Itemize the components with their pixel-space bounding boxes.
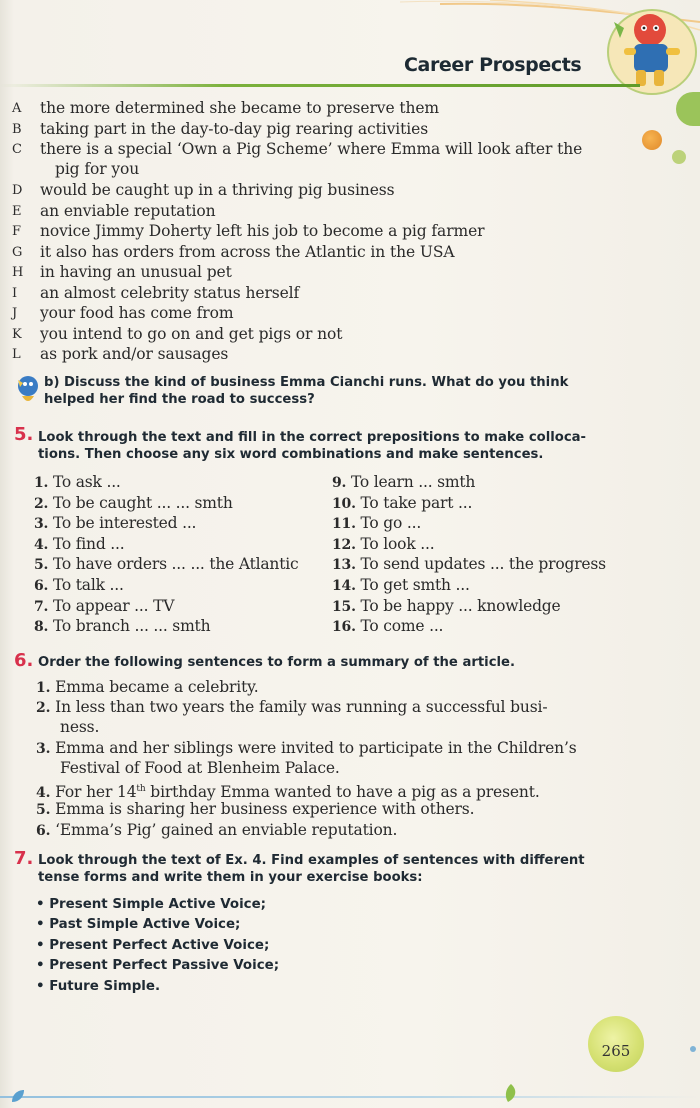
item-number: 7. [34,599,49,615]
item-text: To be happy ... knowledge [360,597,561,615]
item-text: To be interested ... [52,514,197,532]
option-text: it also has orders from across the Atlantic in the USA [40,243,455,261]
leaf-icon [504,1084,518,1102]
item-text: Emma is sharing her business experience with others. [55,800,475,818]
item-text: To appear ... TV [52,597,175,615]
list-item [332,616,443,637]
list-item [34,513,196,534]
exercise-5-line: Look through the text and fill in the correct prepositions to make colloca- [38,430,587,445]
item-number: 4. [34,537,49,553]
option-letter: L [12,347,21,362]
item-text: To look ... [360,535,435,553]
item-number: 14. [332,578,356,594]
list-item [34,596,174,617]
list-item [332,472,475,493]
option-text: there is a special ‘Own a Pig Scheme’ where Emma will look after the [40,140,583,158]
item-text: To find ... [52,535,125,553]
item-text: Emma became a celebrity. [55,678,259,696]
list-item [332,513,421,534]
list-item-continued: Festival of Food at Blenheim Palace. [60,759,340,777]
option-text: your food has come from [40,304,234,322]
list-item [332,575,470,596]
option-letter: K [12,327,22,342]
list-item-continued: ness. [60,718,100,736]
option-letter: J [12,306,18,321]
header-divider [0,84,640,87]
list-item [332,596,561,617]
page-number: 265 [601,1042,631,1060]
item-text: Emma and her siblings were invited to participate in the Children’s [55,739,577,757]
option-letter: I [12,286,18,301]
bullet-item: • Present Perfect Passive Voice; [36,958,280,973]
exercise-6-number: 6. [14,650,34,671]
list-item [332,493,472,514]
item-number: 3. [34,516,49,532]
bullet-item: • Present Perfect Active Voice; [36,938,270,953]
item-text: ‘Emma’s Pig’ gained an enviable reputation. [55,821,398,839]
item-number: 12. [332,537,356,553]
list-item [36,820,636,841]
item-number: 13. [332,557,356,573]
option-text: you intend to go on and get pigs or not [40,325,343,343]
exercise-6-title: Order the following sentences to form a summary of the article. [38,655,515,670]
list-item [34,616,210,637]
item-text: To come ... [360,617,444,635]
exercise-4b [44,374,664,408]
item-text: To send updates ... the progress [360,555,606,573]
list-item [34,554,298,575]
option-letter: B [12,122,22,137]
bullet-item: • Past Simple Active Voice; [36,917,241,932]
item-text: To ask ... [52,473,121,491]
list-item [34,575,124,596]
option-text: novice Jimmy Doherty left his job to become a pig farmer [40,222,485,240]
list-item [332,534,434,555]
option-text: as pork and/or sausages [40,345,229,363]
option-text: an almost celebrity status herself [40,284,300,302]
list-item [34,534,124,555]
item-text: In less than two years the family was running a successful busi- [55,698,548,716]
item-number: 4. [36,785,51,802]
exercise-7-line: Look through the text of Ex. 4. Find examples of sentences with different [38,853,585,868]
bullet-item: • Present Simple Active Voice; [36,897,267,912]
option-text-continued: pig for you [55,160,140,178]
item-number: 5. [34,557,49,573]
item-text: To have orders ... ... the Atlantic [52,555,299,573]
option-letter: G [12,245,23,260]
item-number: 11. [332,516,356,532]
item-text: To take part ... [360,494,473,512]
item-number: 2. [36,700,51,716]
list-item [36,697,636,718]
list-item [36,738,636,759]
decorative-dot [672,150,686,164]
option-text: taking part in the day-to-day pig rearing activities [40,120,429,138]
exercise-4b-line: helped her find the road to success? [44,392,315,407]
item-number: 8. [34,619,49,635]
list-item [36,677,636,698]
list-item [34,493,233,514]
exercise-4b-line: b) Discuss the kind of business Emma Cianchi runs. What do you think [44,375,569,390]
option-text: the more determined she became to preserve them [40,99,440,117]
page-title: Career Prospects [404,54,582,76]
item-number: 10. [332,496,356,512]
item-text: To get smth ... [360,576,470,594]
list-item [332,554,606,575]
option-letter: D [12,183,23,198]
item-number: 6. [34,578,49,594]
item-text: For her 14 [55,783,137,802]
list-item [36,799,636,820]
exercise-7-line: tense forms and write them in your exercise books: [38,870,423,885]
item-number: 3. [36,741,51,757]
item-number: 9. [332,475,347,491]
mascot-illustration [600,4,700,96]
option-letter: C [12,142,22,157]
footer-divider [0,1096,700,1098]
item-text: To be caught ... ... smth [52,494,233,512]
option-text: in having an unusual pet [40,263,232,281]
item-superscript: th [136,784,146,794]
item-number: 1. [36,680,51,696]
option-letter: H [12,265,24,280]
item-text: birthday Emma wanted to have a pig as a present. [145,783,540,802]
list-item [34,472,121,493]
discussion-icon [14,374,42,406]
item-number: 15. [332,599,356,615]
option-text: an enviable reputation [40,202,216,220]
exercise-5-number: 5. [14,424,34,445]
exercise-5-line: tions. Then choose any six word combinations and make sentences. [38,447,544,462]
item-number: 16. [332,619,356,635]
leaf-icon [10,1088,26,1104]
item-text: To go ... [360,514,422,532]
item-number: 6. [36,823,51,839]
exercise-7-instructions [38,852,658,886]
item-number: 2. [34,496,49,512]
option-letter: F [12,224,21,239]
exercise-7-number: 7. [14,848,34,869]
bullet-item: • Future Simple. [36,979,161,994]
exercise-5-instructions [38,429,658,463]
option-text: would be caught up in a thriving pig business [40,181,395,199]
option-letter: E [12,204,22,219]
item-number: 1. [34,475,49,491]
item-text: To learn ... smth [350,473,476,491]
item-text: To talk ... [52,576,124,594]
item-number: 5. [36,802,51,818]
option-letter: A [12,101,22,116]
item-text: To branch ... ... smth [52,617,211,635]
decorative-dot [690,1046,696,1052]
